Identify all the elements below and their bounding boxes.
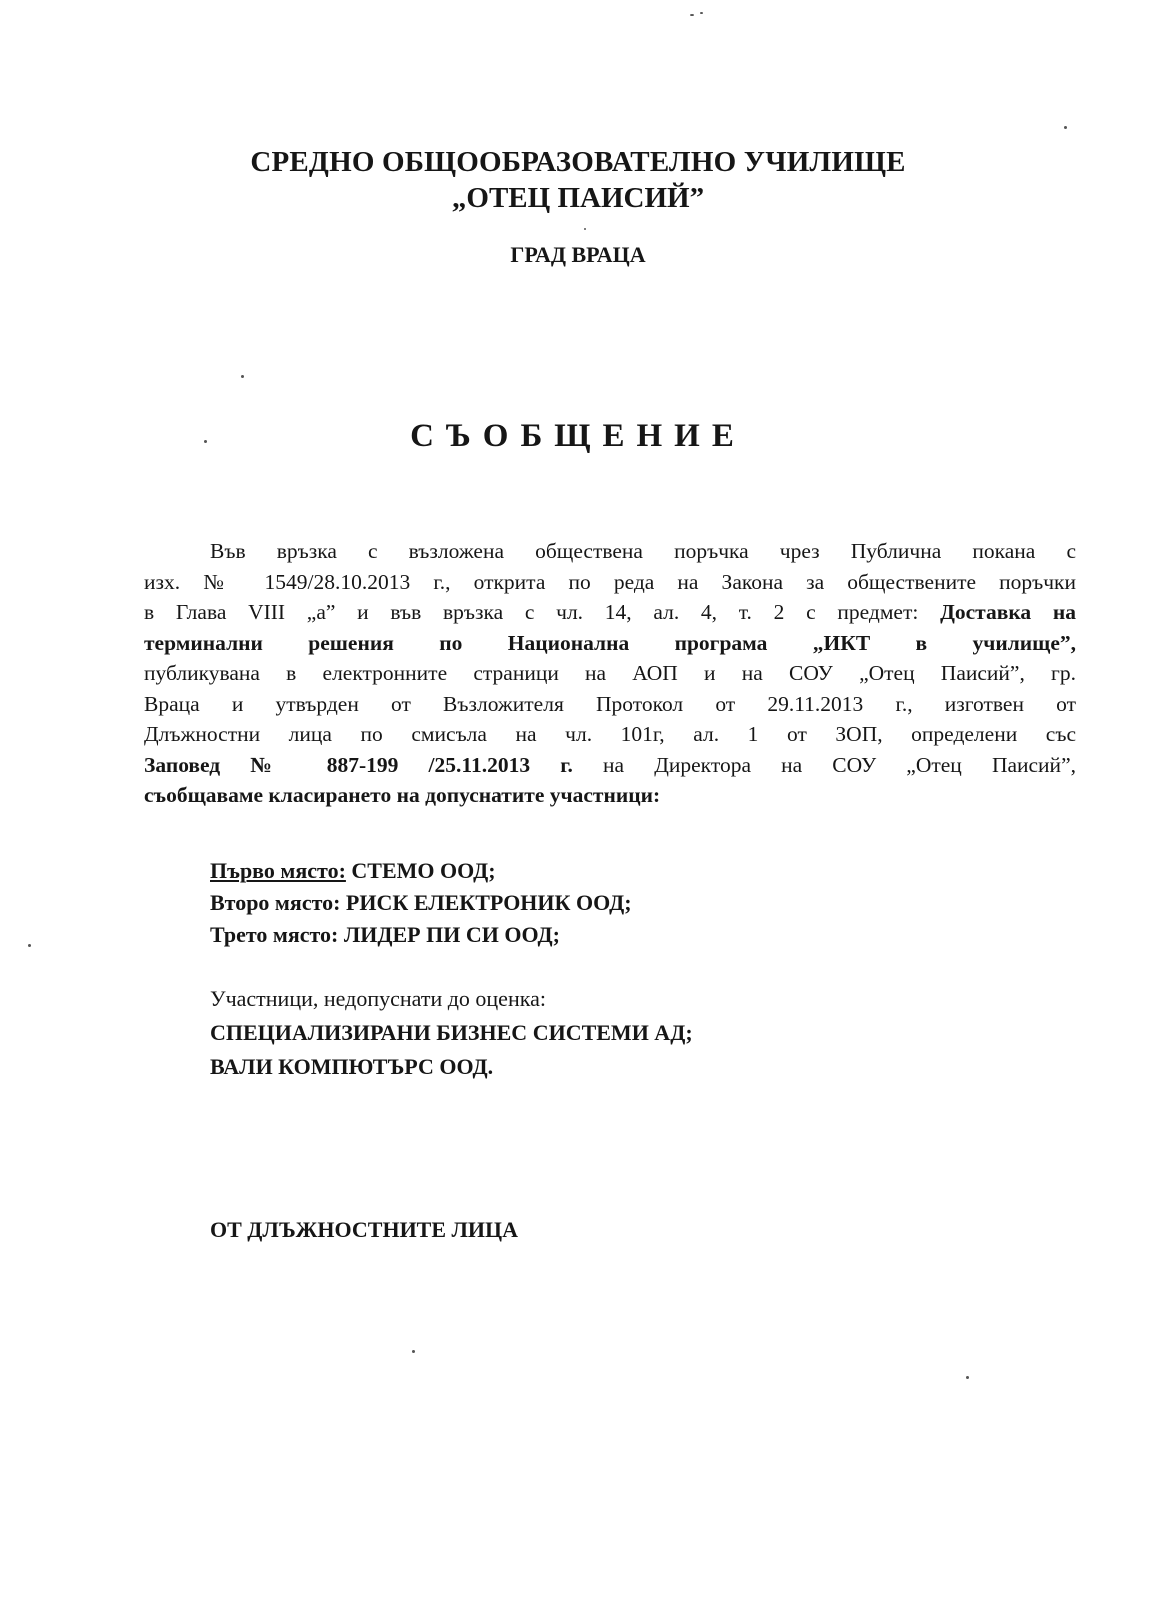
order-reference: Заповед № 887-199 /25.11.2013 г.: [144, 752, 573, 777]
scan-speck: [690, 14, 694, 16]
excluded-company: ВАЛИ КОМПЮТЪРС ООД.: [210, 1054, 494, 1079]
scan-speck: [28, 944, 31, 947]
body-text: в Глава VIII „а” и във връзка с чл. 14, ал. 4, т. 2 с предмет:: [144, 600, 941, 624]
company-name: ЛИДЕР ПИ СИ ООД;: [338, 922, 560, 947]
excluded-label: Участници, недопуснати до оценка:: [210, 986, 546, 1011]
excluded-company: СПЕЦИАЛИЗИРАНИ БИЗНЕС СИСТЕМИ АД;: [210, 1020, 693, 1045]
school-city: ГРАД ВРАЦА: [510, 242, 646, 267]
ranking-row: [210, 919, 632, 951]
body-line: Враца и утвърден от Възложителя Протокол от 29.11.2013 г., изготвен от: [144, 691, 1076, 716]
place-label: Второ място:: [210, 890, 341, 915]
scan-speck: [1064, 126, 1067, 129]
place-label: Първо място:: [210, 858, 346, 883]
scan-speck: [966, 1376, 969, 1379]
scan-speck: [584, 228, 586, 230]
place-label: Трето място:: [210, 922, 339, 947]
body-line: Във връзка с възложена обществена поръчка чрез Публична покана с: [210, 539, 1076, 563]
scan-speck: [241, 375, 244, 378]
subject-bold: терминални решения по Национална програма „ИКТ в училище”,: [144, 630, 1076, 655]
scan-speck: [700, 12, 703, 14]
company-name: РИСК ЕЛЕКТРОНИК ООД;: [340, 890, 632, 915]
company-name: СТЕМО ООД;: [345, 858, 496, 883]
school-name-line-2: „ОТЕЦ ПАИСИЙ”: [451, 182, 705, 214]
body-line: Длъжностни лица по смисъла на чл. 101г, ал. 1 от ЗОП, определени със: [144, 722, 1076, 746]
scan-speck: [412, 1350, 415, 1353]
body-line: публикувана в електронните страници на АОП и на СОУ „Отец Паисий”, гр.: [144, 661, 1076, 685]
body-line: [144, 628, 1076, 659]
body-text: на Директора на СОУ „Отец Паисий”,: [572, 752, 1076, 777]
school-name-line-1: СРЕДНО ОБЩООБРАЗОВАТЕЛНО УЧИЛИЩЕ: [250, 146, 906, 178]
excluded-participants: [210, 982, 693, 1084]
subject-bold: Доставка на: [940, 600, 1076, 624]
ranking-row: [210, 887, 632, 919]
ranking-list: [210, 855, 632, 951]
announcement-body: [144, 536, 1076, 811]
ranking-intro: съобщаваме класирането на допуснатите участници:: [144, 783, 661, 807]
body-line: изх. № 1549/28.10.2013 г., открита по реда на Закона за обществените поръчки: [144, 569, 1076, 594]
ranking-row: [210, 855, 632, 887]
body-line: [144, 597, 1076, 628]
signature-line: ОТ ДЛЪЖНОСТНИТЕ ЛИЦА: [210, 1217, 519, 1242]
document-title: СЪОБЩЕНИЕ: [410, 418, 746, 454]
body-line: [144, 780, 1076, 811]
body-line: [144, 750, 1076, 781]
